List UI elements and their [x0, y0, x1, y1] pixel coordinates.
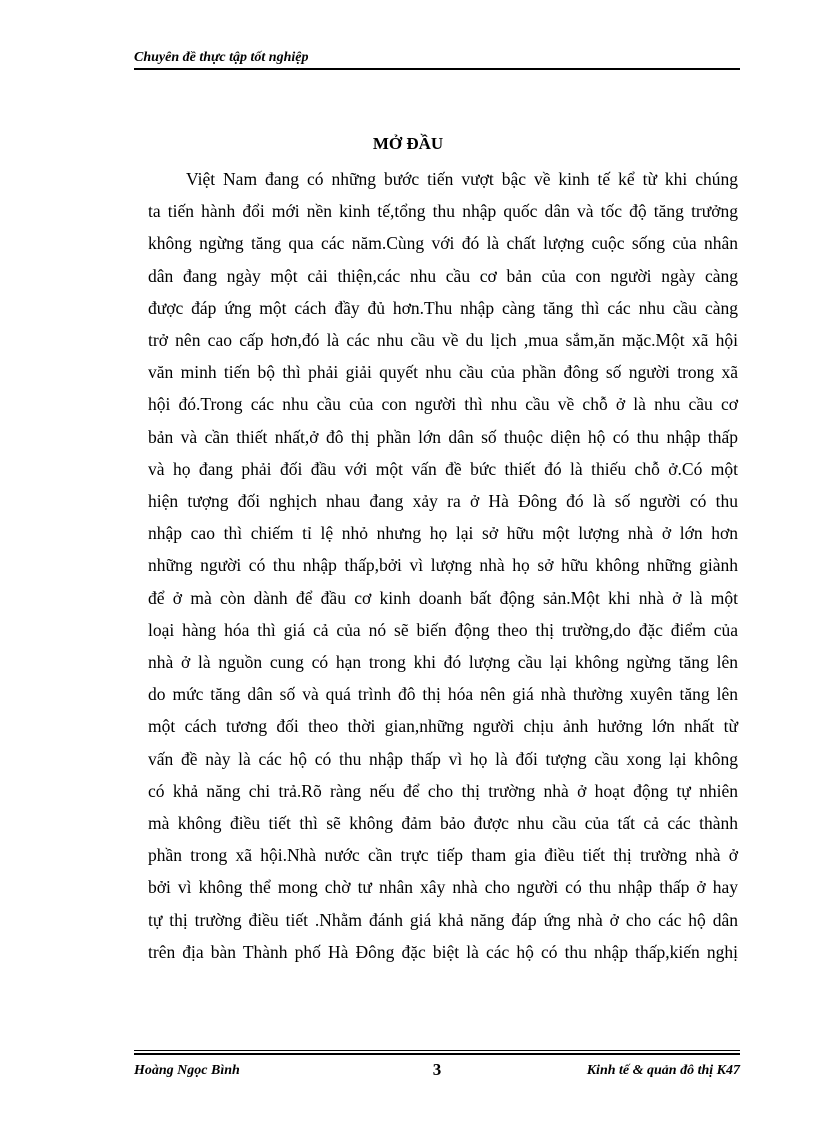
footer-row [134, 1055, 740, 1077]
footer-author: Hoàng Ngọc Bình [134, 1063, 240, 1078]
text-line: và họ đang phải đối đầu với một vấn đề bức thiết đó là thiếu chỗ ở.Có một [148, 458, 738, 479]
page-footer [134, 1050, 740, 1077]
text-line: văn minh tiến bộ thì phải giải quyết nhu cầu của phần đông số người trong xã [148, 362, 738, 383]
text-line: một cách tương đối theo thời gian,những người chịu ảnh hưởng lớn nhất từ [148, 716, 738, 737]
text-line: mà không điều tiết thì sẽ không đảm bảo được nhu cầu của tất cả các thành [148, 813, 738, 834]
text-line: hiện tượng đối nghịch nhau đang xảy ra ở Hà Đông đó là số người có thu [148, 491, 738, 512]
text-line: vấn đề này là các hộ có thu nhập thấp vì họ là đối tượng cầu xong lại không [148, 748, 738, 769]
text-line: do mức tăng dân số và quá trình đô thị hóa nên giá nhà thường xuyên tăng lên [148, 684, 738, 705]
text-line: có khả năng chi trả.Rõ ràng nếu để cho thị trường nhà ở hoạt động tự nhiên [148, 780, 738, 801]
text-line: được đáp ứng một cách đầy đủ hơn.Thu nhập càng tăng thì các nhu cầu càng [148, 297, 738, 318]
text-line: bản và cần thiết nhất,ở đô thị phần lớn dân số thuộc diện hộ có thu nhập thấp [148, 426, 738, 447]
text-line: hội đó.Trong các nhu cầu của con người thì nhu cầu về chỗ ở là nhu cầu cơ [148, 394, 738, 415]
text-line: những người có thu nhập thấp,bởi vì lượng nhà họ sở hữu không những giành [148, 555, 738, 576]
body-paragraph [148, 163, 738, 968]
text-line: trở nên cao cấp hơn,đó là các nhu cầu về du lịch ,mua sắm,ăn mặc.Một xã hội [148, 330, 738, 351]
page-header [134, 50, 740, 70]
text-line: tự thị trường điều tiết .Nhằm đánh giá khả năng đáp ứng nhà ở cho các hộ dân [148, 909, 738, 930]
header-title: Chuyên đề thực tập tốt nghiệp [134, 50, 309, 65]
text-line: không ngừng tăng qua các năm.Cùng với đó là chất lượng cuộc sống của nhân [148, 233, 738, 254]
text-line: loại hàng hóa thì giá cả của nó sẽ biến động theo thị trường,do đặc điểm của [148, 619, 738, 640]
text-line: ta tiến hành đổi mới nền kinh tế,tổng thu nhập quốc dân và tốc độ tăng trưởng [148, 201, 738, 222]
text-line: phần trong xã hội.Nhà nước cần trực tiếp tham gia điều tiết thị trường nhà ở [148, 845, 738, 866]
text-line: dân đang ngày một cải thiện,các nhu cầu cơ bản của con người ngày càng [148, 265, 738, 286]
text-line: trên địa bàn Thành phố Hà Đông đặc biệt là các hộ có thu nhập thấp,kiến nghị [148, 941, 738, 962]
page-number: 3 [432, 1060, 442, 1079]
section-heading: MỞ ĐẦU [372, 134, 444, 153]
text-line: nhập cao thì chiếm tỉ lệ nhỏ nhưng họ lại sở hữu một lượng nhà ở lớn hơn [148, 523, 738, 544]
text-line: Việt Nam đang có những bước tiến vượt bậc về kinh tế kể từ khi chúng [186, 169, 738, 189]
text-line: để ở mà còn dành để đầu cơ kinh doanh bất động sản.Một khi nhà ở là một [148, 587, 738, 608]
footer-rule [134, 1050, 740, 1051]
text-line: bởi vì không thể mong chờ tư nhân xây nhà cho người có thu nhập thấp ở hay [148, 877, 738, 898]
text-line: nhà ở là nguồn cung có hạn trong khi đó lượng cầu lại không ngừng tăng lên [148, 652, 738, 673]
footer-class: Kinh tế & quản đô thị K47 [586, 1063, 740, 1078]
header-rule [134, 68, 740, 70]
